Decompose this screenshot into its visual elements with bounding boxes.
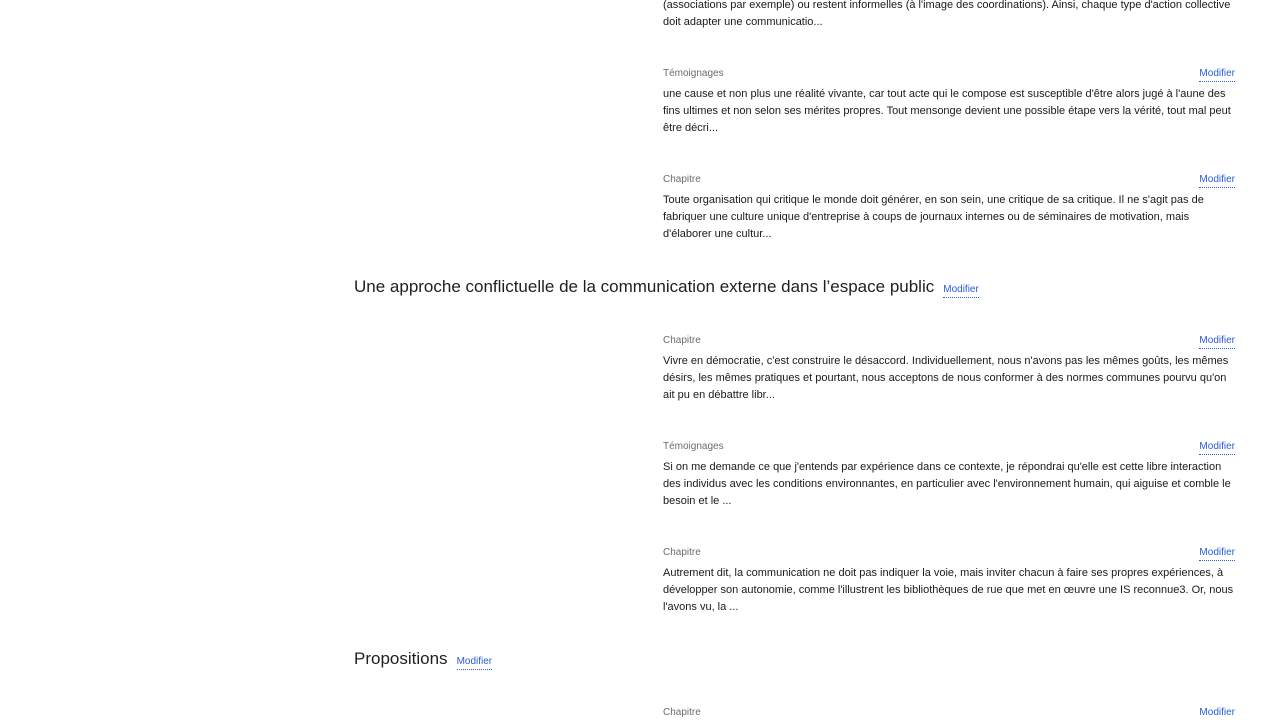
modify-link[interactable]: Modifier [1199, 440, 1235, 455]
entry-type-label: Chapitre [663, 335, 701, 346]
section-title: Propositions [354, 649, 448, 668]
entry-type-label: Témoignages [663, 68, 724, 79]
list-item [663, 67, 1235, 137]
entry-excerpt: Toute organisation qui critique le monde doit générer, en son sein, une critique de sa critique. Il ne s'agit pas de fabriquer une culture unique d'entreprise à coups de journaux internes ou de séminaires de motivation, mais d'élaborer une cultur... [663, 194, 1204, 240]
entry-type-label: Chapitre [663, 707, 701, 718]
list-item [663, 173, 1235, 243]
entry-excerpt: (associations par exemple) ou restent informelles (à l'image des coordinations). Ainsi, chaque type d'action collective doit adapter une communicatio... [663, 0, 1231, 28]
section-title: Une approche conflictuelle de la communication externe dans l’espace public [354, 277, 935, 296]
entry-excerpt: Autrement dit, la communication ne doit pas indiquer la voie, mais inviter chacun à faire ses propres expériences, à développer son autonomie, comme l'illustrent les bibliothèques de rue que met en œuvre une IS reconnue3. Or, nous l'avons vu, la ... [663, 567, 1234, 613]
list-item [663, 440, 1235, 510]
entry-excerpt: Vivre en démocratie, c'est construire le désaccord. Individuellement, nous n'avons pas les mêmes goûts, les mêmes désirs, les mêmes pratiques et pourtant, nous acceptons de nous conformer à des normes communes pourvu qu'on ait pu en débattre libr... [663, 355, 1229, 401]
modify-link[interactable]: Modifier [1199, 334, 1235, 349]
entry-excerpt: Si on me demande ce que j'entends par expérience dans ce contexte, je répondrai qu'elle est cette libre interaction des individus avec les conditions environnantes, en particulier avec l'environnement humain, qui aiguise et comble le besoin et le ... [663, 461, 1231, 507]
section-heading [354, 648, 492, 670]
section-modify-link[interactable]: Modifier [457, 655, 493, 670]
list-item [663, 706, 1235, 720]
entry-excerpt: une cause et non plus une réalité vivante, car tout acte qui le compose est susceptible d'être alors jugé à l'aune des fins ultimes et non selon ses mérites propres. Tout mensonge devient une possible étape vers la vérité, tout mal peut être décri... [663, 88, 1231, 134]
modify-link[interactable]: Modifier [1199, 546, 1235, 561]
modify-link[interactable]: Modifier [1199, 173, 1235, 188]
list-item [663, 0, 1235, 31]
list-item [663, 334, 1235, 404]
list-item [663, 546, 1235, 616]
entry-type-label: Chapitre [663, 547, 701, 558]
entry-type-label: Chapitre [663, 174, 701, 185]
modify-link[interactable]: Modifier [1199, 67, 1235, 82]
entry-type-label: Témoignages [663, 441, 724, 452]
section-heading [354, 276, 979, 298]
section-modify-link[interactable]: Modifier [943, 283, 979, 298]
modify-link[interactable]: Modifier [1199, 706, 1235, 720]
